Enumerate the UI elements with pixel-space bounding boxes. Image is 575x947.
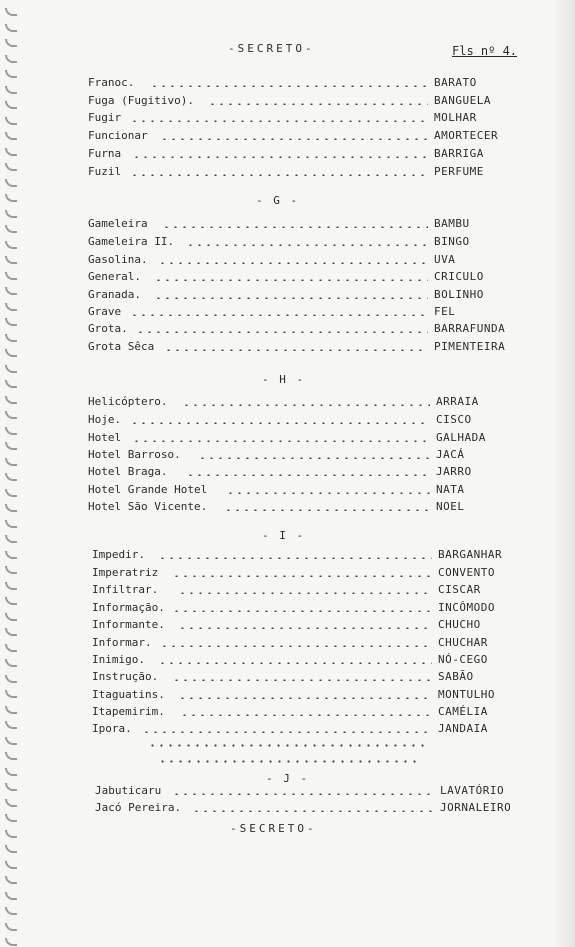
leader-dots xyxy=(178,697,432,699)
list-item xyxy=(0,94,575,110)
entry-code: BARRAFUNDA xyxy=(434,322,506,335)
leader-dots xyxy=(178,627,432,629)
leader-dots xyxy=(154,279,428,281)
entry-code: MONTULHO xyxy=(438,688,495,701)
list-item xyxy=(0,395,575,411)
entry-code: ARRAIA xyxy=(436,395,479,408)
entry-code: NÓ-CEGO xyxy=(438,653,488,666)
section-heading-h: - H - xyxy=(262,373,306,386)
binder-hole xyxy=(5,194,17,202)
list-item xyxy=(0,270,575,286)
list-item xyxy=(0,483,575,499)
list-item xyxy=(0,601,575,617)
entry-code: NOEL xyxy=(436,500,465,513)
entry-code: PIMENTEIRA xyxy=(434,340,506,353)
list-item xyxy=(0,431,575,447)
entry-term: Itaguatins. xyxy=(92,688,165,701)
leader-dots xyxy=(136,331,428,333)
leader-dots xyxy=(198,457,430,459)
entry-term: Funcionar xyxy=(88,129,148,142)
entry-code: CRICULO xyxy=(434,270,484,283)
leader-dots xyxy=(172,575,432,577)
leader-dots xyxy=(224,509,430,511)
leader-dots xyxy=(178,592,432,594)
entry-term: Hotel São Vicente. xyxy=(88,500,208,513)
entry-term: Infiltrar. xyxy=(92,583,159,596)
entry-term: Hoje. xyxy=(88,413,122,426)
entry-code: INCÔMODO xyxy=(438,601,495,614)
entry-code: BOLINHO xyxy=(434,288,484,301)
folio-number: Fls nº 4. xyxy=(452,44,518,58)
list-item xyxy=(0,111,575,127)
list-item xyxy=(0,566,575,582)
entry-code: CHUCHO xyxy=(438,618,481,631)
list-item xyxy=(0,688,575,704)
list-item xyxy=(0,583,575,599)
binder-hole xyxy=(5,845,17,853)
entry-term: Gameleira xyxy=(88,217,148,230)
entry-term: Franoc. xyxy=(88,76,135,89)
leader-dots xyxy=(132,440,430,442)
entry-term: Jacó Pereira. xyxy=(95,801,182,814)
list-item xyxy=(0,413,575,429)
entry-term: Grave xyxy=(88,305,122,318)
list-item xyxy=(0,500,575,516)
list-item xyxy=(0,165,575,181)
binder-hole xyxy=(5,892,17,900)
list-item xyxy=(0,705,575,721)
binder-hole xyxy=(5,365,17,373)
classification-header: -SECRETO- xyxy=(228,42,315,55)
entry-term: Gasolina. xyxy=(88,253,148,266)
list-item xyxy=(0,253,575,269)
entry-term: Impedir. xyxy=(92,548,145,561)
section-heading-i: - I - xyxy=(262,529,306,542)
section-heading-j: - J - xyxy=(266,772,310,785)
list-item xyxy=(0,465,575,481)
leader-dots xyxy=(172,679,432,681)
entry-code: PERFUME xyxy=(434,165,484,178)
leader-dots xyxy=(172,793,434,795)
classification-footer: -SECRETO- xyxy=(230,822,317,835)
binder-hole xyxy=(5,535,17,543)
binder-hole xyxy=(5,938,17,946)
entry-code: CHUCHAR xyxy=(438,636,488,649)
entry-code: JANDAIA xyxy=(438,722,488,735)
entry-code: JORNALEIRO xyxy=(440,801,512,814)
entry-term: Imperatriz xyxy=(92,566,159,579)
entry-code: GALHADA xyxy=(436,431,486,444)
binder-hole xyxy=(5,380,17,388)
leader-dots xyxy=(154,297,428,299)
leader-dots xyxy=(186,244,428,246)
list-item xyxy=(0,217,575,233)
entry-term: Inimigo. xyxy=(92,653,145,666)
list-item xyxy=(0,322,575,338)
entry-code: BINGO xyxy=(434,235,470,248)
entry-code: MOLHAR xyxy=(434,111,477,124)
entry-term: Informar. xyxy=(92,636,152,649)
leader-dots xyxy=(182,404,430,406)
binder-hole xyxy=(5,876,17,884)
entry-code: JARRO xyxy=(436,465,472,478)
entry-term: Hotel Barroso. xyxy=(88,448,181,461)
binder-hole xyxy=(5,923,17,931)
list-item xyxy=(0,801,575,817)
binder-hole xyxy=(5,861,17,869)
binder-hole xyxy=(5,907,17,915)
leader-dots xyxy=(192,810,434,812)
entry-term: Ipora. xyxy=(92,722,132,735)
entry-term: General. xyxy=(88,270,141,283)
entry-code: SABÃO xyxy=(438,670,474,683)
entry-term: Grota Sêca xyxy=(88,340,155,353)
leader-dots xyxy=(158,662,432,664)
entry-code: CONVENTO xyxy=(438,566,495,579)
entry-term: Fuzil xyxy=(88,165,122,178)
leader-dots xyxy=(180,714,432,716)
entry-code: CAMÉLIA xyxy=(438,705,488,718)
leader-dots xyxy=(186,474,430,476)
entry-code: LAVATÓRIO xyxy=(440,784,505,797)
entry-term: Jabuticaru xyxy=(95,784,162,797)
list-item xyxy=(0,76,575,92)
entry-term: Hotel xyxy=(88,431,122,444)
leader-dots xyxy=(130,314,428,316)
list-item xyxy=(0,722,575,738)
binder-hole xyxy=(5,39,17,47)
leader-dots xyxy=(130,120,428,122)
list-item xyxy=(0,288,575,304)
entry-term: Itapemirim. xyxy=(92,705,165,718)
entry-term: Informação. xyxy=(92,601,165,614)
entry-term: Granada. xyxy=(88,288,141,301)
entry-term: Grota. xyxy=(88,322,128,335)
leader-dots xyxy=(130,174,428,176)
entry-code: NATA xyxy=(436,483,465,496)
entry-code: UVA xyxy=(434,253,456,266)
leader-dots-row xyxy=(158,760,418,763)
list-item xyxy=(0,305,575,321)
entry-term: Hotel Braga. xyxy=(88,465,168,478)
leader-dots xyxy=(158,262,428,264)
list-item xyxy=(0,129,575,145)
leader-dots-row xyxy=(148,744,428,747)
binder-hole xyxy=(5,830,17,838)
leader-dots xyxy=(226,492,430,494)
list-item xyxy=(0,235,575,251)
section-heading-g: - G - xyxy=(256,194,300,207)
leader-dots xyxy=(160,138,428,140)
binder-hole xyxy=(5,752,17,760)
binder-hole xyxy=(5,520,17,528)
leader-dots xyxy=(160,645,432,647)
entry-code: BARATO xyxy=(434,76,477,89)
list-item xyxy=(0,448,575,464)
leader-dots xyxy=(150,85,428,87)
binder-hole xyxy=(5,55,17,63)
entry-term: Furna xyxy=(88,147,122,160)
leader-dots xyxy=(130,422,430,424)
list-item xyxy=(0,340,575,356)
list-item xyxy=(0,784,575,800)
list-item xyxy=(0,670,575,686)
entry-code: JACÁ xyxy=(436,448,465,461)
entry-code: BAMBU xyxy=(434,217,470,230)
list-item xyxy=(0,618,575,634)
leader-dots xyxy=(162,226,428,228)
entry-term: Fuga (Fugitivo). xyxy=(88,94,194,107)
leader-dots xyxy=(172,610,432,612)
entry-code: FEL xyxy=(434,305,456,318)
binder-hole xyxy=(5,24,17,32)
entry-term: Informante. xyxy=(92,618,165,631)
list-item xyxy=(0,636,575,652)
binder-hole xyxy=(5,8,17,16)
leader-dots xyxy=(158,557,432,559)
leader-dots xyxy=(164,349,428,351)
list-item xyxy=(0,548,575,564)
entry-code: CISCO xyxy=(436,413,472,426)
list-item xyxy=(0,653,575,669)
entry-code: CISCAR xyxy=(438,583,481,596)
entry-term: Hotel Grande Hotel xyxy=(88,483,208,496)
entry-code: BANGUELA xyxy=(434,94,491,107)
entry-term: Fugir xyxy=(88,111,122,124)
entry-term: Gameleira II. xyxy=(88,235,175,248)
binder-hole xyxy=(5,768,17,776)
list-item xyxy=(0,147,575,163)
leader-dots xyxy=(208,103,428,105)
entry-term: Instrução. xyxy=(92,670,159,683)
entry-code: BARGANHAR xyxy=(438,548,503,561)
entry-code: BARRIGA xyxy=(434,147,484,160)
entry-term: Helicóptero. xyxy=(88,395,168,408)
entry-code: AMORTECER xyxy=(434,129,499,142)
leader-dots xyxy=(142,731,432,733)
leader-dots xyxy=(132,156,428,158)
